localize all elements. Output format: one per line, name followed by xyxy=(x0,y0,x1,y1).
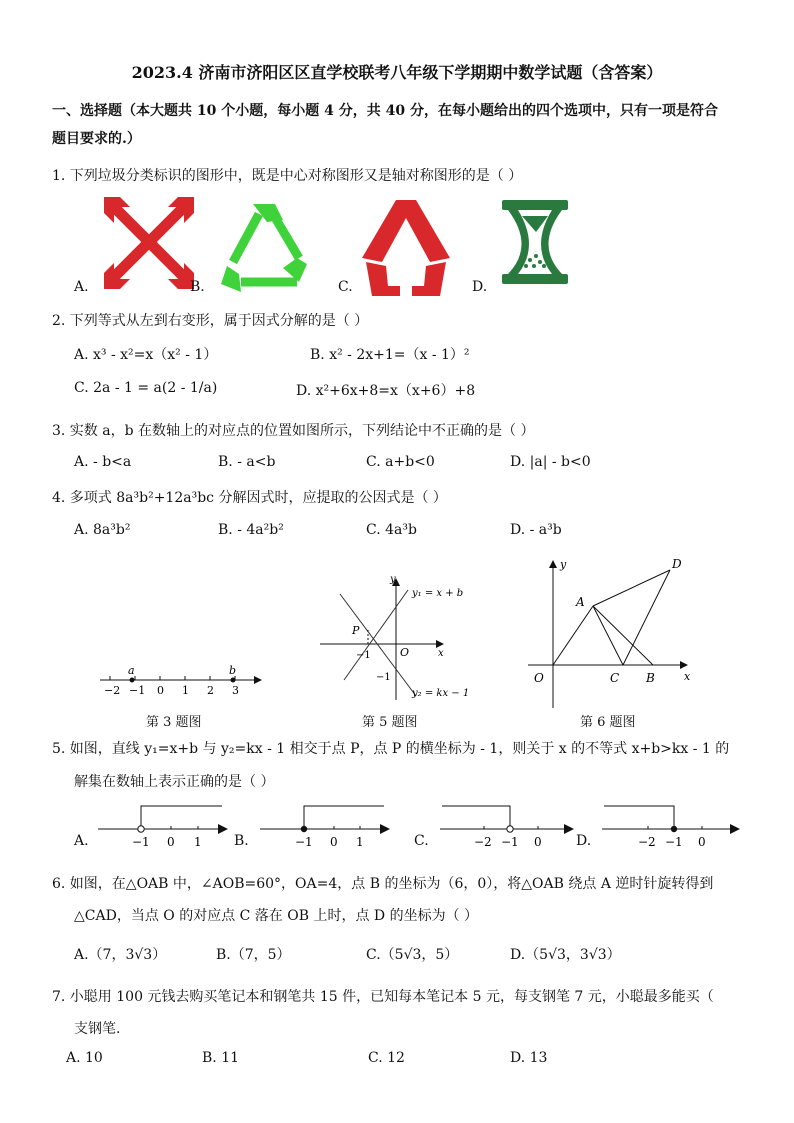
fig6-label-c: C xyxy=(610,671,620,685)
q2-option-b: B. x² - 2x+1=（x - 1）² xyxy=(310,347,470,363)
fig5-graph xyxy=(316,572,480,704)
fig6-caption: 第 6 题图 xyxy=(580,715,636,730)
svg-text:0: 0 xyxy=(534,835,542,849)
q1-label-b: B. xyxy=(190,279,205,295)
q5-option-c-line xyxy=(438,800,578,850)
q5-label-a: A. xyxy=(74,833,89,849)
fig3-number-line xyxy=(96,660,266,700)
fig6-label-a: A xyxy=(576,595,585,609)
q6-option-b: B.（7，5） xyxy=(216,947,291,963)
q6-option-d: D.（5√3，3√3） xyxy=(510,947,621,963)
q3-option-b: B. - a<b xyxy=(218,454,276,470)
q6-stem-line2: △CAD，当点 O 的对应点 C 落在 OB 上时，点 D 的坐标为（ ） xyxy=(74,908,479,924)
q2-option-c: C. 2a - 1 = a(2 - 1/a) xyxy=(74,380,218,396)
fig5-label-m1x: −1 xyxy=(356,650,371,661)
svg-text:−2: −2 xyxy=(474,835,492,849)
fig6-label-y: y xyxy=(560,558,567,571)
svg-text:−1: −1 xyxy=(295,835,313,849)
q7-stem-line2: 支钢笔. xyxy=(74,1021,121,1037)
fig6-label-d: D xyxy=(672,557,682,571)
fig6-label-b: B xyxy=(646,671,655,685)
fig3-tick: 3 xyxy=(232,684,239,697)
q3-stem: 3. 实数 a，b 在数轴上的对应点的位置如图所示，下列结论中不正确的是（ ） xyxy=(52,423,535,439)
fig3-caption: 第 3 题图 xyxy=(146,715,202,730)
svg-text:0: 0 xyxy=(330,835,338,849)
page-title: 2023.4 济南市济阳区区直学校联考八年级下学期期中数学试题（含答案） xyxy=(131,63,663,82)
svg-text:1: 1 xyxy=(194,835,202,849)
svg-text:1: 1 xyxy=(356,835,364,849)
q3-option-a: A. - b<a xyxy=(74,454,132,470)
fig6-graph xyxy=(520,552,704,710)
fig5-label-y2: y₂ = kx − 1 xyxy=(412,688,470,699)
q1-option-a-image xyxy=(100,195,200,295)
q3-option-c: C. a+b<0 xyxy=(366,454,435,470)
q4-option-c: C. 4a³b xyxy=(366,522,417,538)
red-arrows-icon xyxy=(112,205,186,279)
q7-option-c: C. 12 xyxy=(368,1050,405,1066)
svg-text:0: 0 xyxy=(167,835,175,849)
section-heading-line2: 题目要求的.） xyxy=(52,131,141,147)
fig3-tick: 1 xyxy=(182,684,189,697)
q3-option-d: D. |a| - b<0 xyxy=(510,454,591,470)
q7-option-d: D. 13 xyxy=(510,1050,548,1066)
section-heading-line1: 一、选择题（本大题共 10 个小题，每小题 4 分，共 40 分，在每小题给出的四个选项中，只有一项是符合 xyxy=(52,103,718,119)
hourglass-icon xyxy=(500,198,570,288)
svg-text:0: 0 xyxy=(698,835,706,849)
q7-option-b: B. 11 xyxy=(202,1050,240,1066)
fig5-label-p: P xyxy=(352,624,360,637)
q2-option-a: A. x³ - x²=x（x² - 1） xyxy=(74,347,218,363)
fig5-label-o: O xyxy=(400,646,410,659)
fig6-label-o: O xyxy=(534,671,544,685)
fig3-label-a: a xyxy=(128,664,135,677)
q4-option-b: B. - 4a²b² xyxy=(218,522,284,538)
q6-option-c: C.（5√3，5） xyxy=(366,947,459,963)
q1-label-d: D. xyxy=(472,279,488,295)
q1-label-a: A. xyxy=(74,279,89,295)
q7-stem-line1: 7. 小聪用 100 元钱去购买笔记本和钢笔共 15 件，已知每本笔记本 5 元，每支钢笔 7 元，小聪最多能买（ xyxy=(52,989,714,1005)
fig5-label-m1y: −1 xyxy=(376,672,391,683)
q4-option-d: D. - a³b xyxy=(510,522,562,538)
q4-option-a: A. 8a³b² xyxy=(74,522,131,538)
q5-option-d-line xyxy=(600,800,744,850)
fig3-tick: −1 xyxy=(129,684,146,697)
q5-label-b: B. xyxy=(234,833,249,849)
fig6-label-x: x xyxy=(684,670,691,683)
fig5-label-y1: y₁ = x + b xyxy=(412,588,464,599)
fig3-tick: 2 xyxy=(207,684,214,697)
q2-option-d: D. x²+6x+8=x（x+6）+8 xyxy=(296,383,476,399)
fig3-tick: 0 xyxy=(157,684,164,697)
q5-option-b-line xyxy=(258,800,394,850)
q4-stem: 4. 多项式 8a³b²+12a³bc 分解因式时，应提取的公因式是（ ） xyxy=(52,490,447,506)
fig5-label-x: x xyxy=(438,648,444,659)
q5-option-a-line xyxy=(96,800,232,850)
q5-label-d: D. xyxy=(576,833,592,849)
q2-stem: 2. 下列等式从左到右变形，属于因式分解的是（ ） xyxy=(52,313,369,329)
q5-stem-line1: 5. 如图，直线 y₁=x+b 与 y₂=kx - 1 相交于点 P，点 P 的横坐标为 - 1，则关于 x 的不等式 x+b>kx - 1 的 xyxy=(52,741,730,757)
q5-label-c: C. xyxy=(414,833,429,849)
svg-text:−1: −1 xyxy=(132,835,150,849)
q5-stem-line2: 解集在数轴上表示正确的是（ ） xyxy=(74,774,275,790)
q1-label-c: C. xyxy=(338,279,353,295)
svg-text:−1: −1 xyxy=(501,835,519,849)
svg-text:−2: −2 xyxy=(638,835,656,849)
fig3-point-b xyxy=(231,678,236,683)
svg-text:−1: −1 xyxy=(665,835,683,849)
fig5-caption: 第 5 题图 xyxy=(362,715,418,730)
fig3-point-a xyxy=(130,678,135,683)
fig3-tick: −2 xyxy=(104,684,121,697)
fig5-label-y: y xyxy=(390,574,396,585)
q6-stem-line1: 6. 如图，在△OAB 中，∠AOB=60°，OA=4，点 B 的坐标为（6，0），将△OAB 绕点 A 逆时针旋转得到 xyxy=(52,876,714,892)
q6-option-a: A.（7，3√3） xyxy=(74,947,167,963)
fig3-label-b: b xyxy=(229,664,237,677)
recycle-icon xyxy=(213,200,321,296)
q7-option-a: A. 10 xyxy=(66,1050,103,1066)
red-triangle-icon xyxy=(360,196,452,296)
q1-stem: 1. 下列垃圾分类标识的图形中，既是中心对称图形又是轴对称图形的是（ ） xyxy=(52,168,523,184)
